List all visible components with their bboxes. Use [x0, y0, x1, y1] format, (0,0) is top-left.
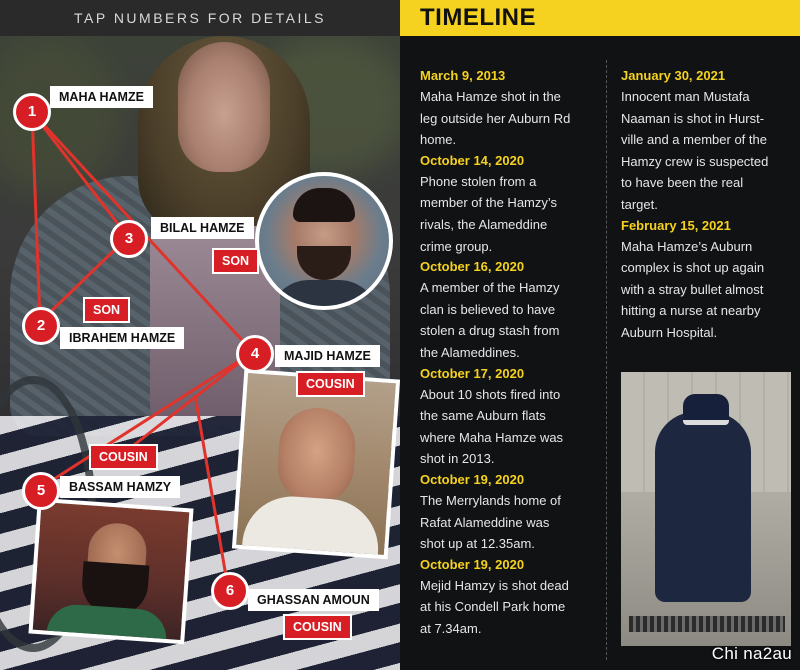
relation-label-bassam-hamzy: COUSIN: [89, 444, 158, 470]
entry-text-line: at his Condell Park home: [420, 599, 566, 615]
entry-date: October 16, 2020: [420, 259, 525, 275]
entry-date: October 19, 2020: [420, 471, 525, 487]
entry-text-line: Phone stolen from a: [420, 173, 537, 189]
police-cap: [683, 394, 729, 425]
name-label-ghassan-amoun: GHASSAN AMOUN: [248, 589, 379, 611]
timeline-entry: [420, 66, 592, 151]
name-label-majid-hamze: MAJID HAMZE: [275, 345, 380, 367]
marker-ibrahem-hamze[interactable]: 2: [22, 307, 60, 345]
entry-date: March 9, 2013: [420, 68, 506, 83]
entry-date: October 14, 2020: [420, 152, 525, 168]
entry-text-line: shot up at 12.35am.: [420, 536, 535, 552]
name-label-bassam-hamzy: BASSAM HAMZY: [60, 476, 180, 498]
tap-instruction-bar: TAP NUMBERS FOR DETAILS: [0, 0, 400, 36]
entry-text-line: Maha Hamze’s Auburn: [621, 238, 753, 254]
timeline-entry: [420, 151, 592, 257]
entry-text-line: Maha Hamze shot in the: [420, 89, 561, 104]
timeline-panel: [400, 0, 800, 670]
name-label-bilal-hamze: BILAL HAMZE: [151, 217, 254, 239]
marker-majid-hamze[interactable]: 4: [236, 335, 274, 373]
marker-maha-hamze[interactable]: 1: [13, 93, 51, 131]
entry-text-line: target.: [621, 196, 658, 212]
timeline-header: [400, 0, 800, 36]
marker-ghassan-amoun[interactable]: 6: [211, 572, 249, 610]
entry-text-line: rivals, the Alameddine: [420, 216, 548, 232]
entry-text-line: the same Auburn flats: [420, 408, 546, 424]
relation-label-bilal-hamze: SON: [212, 248, 259, 274]
entry-text-line: home.: [420, 132, 457, 148]
entry-text-line: with a stray bullet almost: [621, 281, 764, 297]
relation-label-ghassan-amoun: COUSIN: [283, 614, 352, 640]
entry-text-line: at 7.34am.: [420, 620, 482, 636]
entry-text-line: where Maha Hamze was: [420, 429, 564, 445]
entry-text-line: the Alameddines.: [420, 344, 520, 360]
police-officer: [655, 412, 751, 602]
entry-text-line: About 10 shots fired into: [420, 386, 561, 402]
column-divider: [606, 60, 607, 660]
relation-label-ibrahem-hamze: SON: [83, 297, 130, 323]
drain-grate: [629, 616, 785, 632]
entry-text-line: hitting a nurse at nearby: [621, 303, 761, 319]
entry-text-line: Rafat Alameddine was: [420, 514, 550, 530]
name-label-maha-hamze: MAHA HAMZE: [50, 86, 153, 108]
entry-date: October 19, 2020: [420, 556, 525, 572]
bilal-hamze-photo: [255, 172, 393, 310]
marker-bassam-hamzy[interactable]: 5: [22, 472, 60, 510]
police-officer-photo: [621, 372, 791, 646]
face: [275, 405, 358, 506]
timeline-entry: [420, 364, 592, 470]
majid-hamze-photo: [232, 369, 400, 559]
beard: [297, 246, 351, 280]
entry-date: January 30, 2021: [621, 68, 726, 83]
timeline-entry: [621, 66, 793, 216]
marker-bilal-hamze[interactable]: 3: [110, 220, 148, 258]
timeline-entry: [621, 216, 793, 344]
name-label-ibrahem-hamze: IBRAHEM HAMZE: [60, 327, 184, 349]
entry-date: October 17, 2020: [420, 365, 525, 381]
shirt: [47, 603, 169, 641]
entry-text-line: The Merrylands home of: [420, 492, 561, 508]
bassam-hamzy-photo: [28, 498, 193, 645]
entry-text-line: member of the Hamzy’s: [420, 195, 558, 211]
entry-text-line: Innocent man Mustafa: [621, 89, 750, 104]
relation-label-majid-hamze: COUSIN: [296, 371, 365, 397]
timeline-column-left: [420, 66, 592, 639]
timeline-column-right: [621, 66, 793, 344]
timeline-entry: [420, 470, 592, 555]
entry-text-line: ville and a member of the: [621, 132, 767, 148]
entry-text-line: A member of the Hamzy: [420, 280, 560, 296]
entry-text-line: Naaman is shot in Hurst-: [621, 110, 765, 126]
entry-text-line: clan is believed to have: [420, 301, 556, 317]
hair: [293, 188, 355, 222]
entry-text-line: Hamzy crew is suspected: [621, 153, 769, 169]
entry-text-line: Mejid Hamzy is shot dead: [420, 577, 569, 593]
entry-text-line: stolen a drug stash from: [420, 323, 560, 339]
timeline-title: TIMELINE: [420, 4, 536, 31]
shirt: [269, 280, 379, 310]
shirt: [242, 493, 382, 559]
entry-date: February 15, 2021: [621, 217, 731, 233]
entry-text-line: to have been the real: [621, 175, 744, 191]
entry-text-line: Auburn Hospital.: [621, 324, 718, 340]
entry-text-line: shot in 2013.: [420, 451, 495, 467]
timeline-entry: [420, 555, 592, 640]
watermark: Chi na2au: [711, 644, 792, 663]
entry-text-line: crime group.: [420, 238, 493, 254]
entry-text-line: complex is shot up again: [621, 260, 765, 276]
entry-text-line: leg outside her Auburn Rd: [420, 110, 571, 126]
timeline-entry: [420, 257, 592, 363]
woman-face: [178, 42, 270, 172]
